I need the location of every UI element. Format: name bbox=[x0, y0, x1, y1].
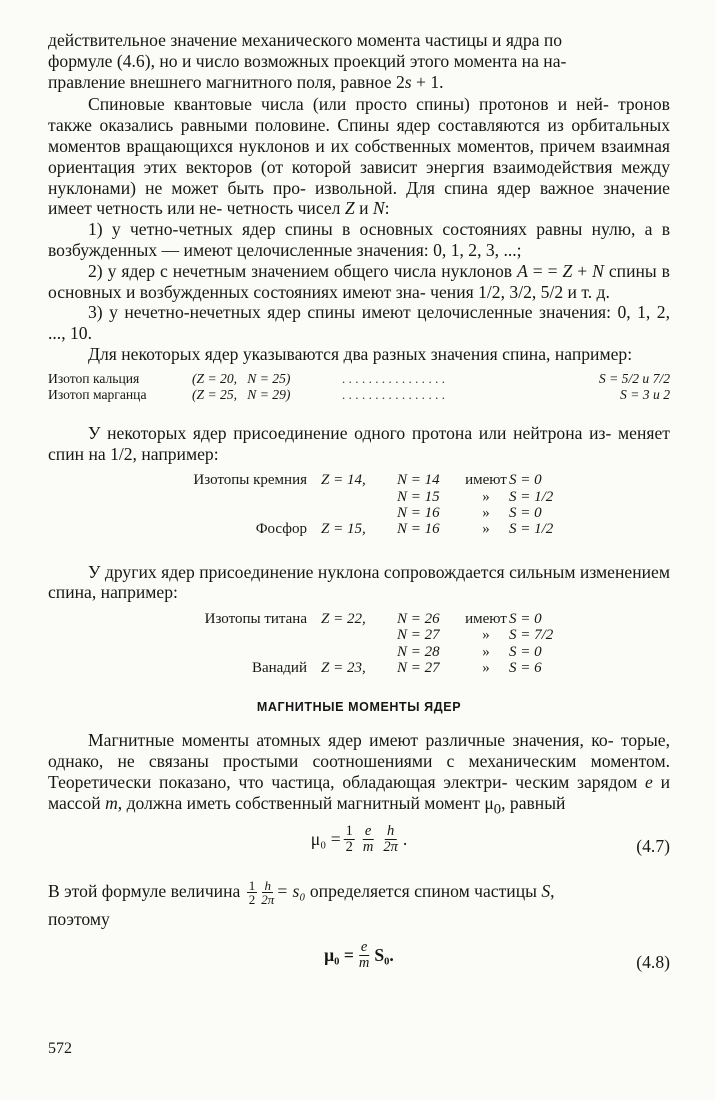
denominator: 2π bbox=[383, 839, 398, 856]
line: 1) у четно-четных ядер спины в основных состояниях равны нулю, bbox=[88, 219, 636, 240]
inline-rhs: = s₀ bbox=[276, 881, 306, 902]
line: четность чисел bbox=[226, 198, 345, 219]
line: действительное значение механического момента частицы и ядра по bbox=[48, 30, 563, 50]
s-value: S = 1/2 bbox=[509, 521, 554, 538]
paragraph-strong-change bbox=[48, 562, 670, 604]
equation-number: (4.8) bbox=[636, 952, 670, 973]
list-item-2 bbox=[48, 261, 670, 303]
s-value: S = 7/2 bbox=[509, 627, 554, 644]
denominator: m bbox=[358, 955, 370, 972]
line: У некоторых ядер присоединение одного протона или нейтрона из- bbox=[88, 422, 612, 443]
list-item-3 bbox=[48, 302, 670, 344]
line: + 1. bbox=[411, 71, 444, 92]
element-name: Изотопы кремния bbox=[193, 472, 307, 489]
n-value: N = 27 bbox=[397, 660, 440, 677]
line: Магнитные моменты атомных ядер имеют различные значения, ко- bbox=[88, 730, 614, 751]
line: Спиновые квантовые числа (или просто спины) протонов и ней- bbox=[88, 94, 609, 115]
element-name bbox=[163, 505, 321, 521]
leader-dots: ................ bbox=[342, 370, 449, 386]
formula-end: . bbox=[402, 829, 408, 850]
formula-4-7 bbox=[48, 820, 670, 872]
text: , bbox=[550, 881, 555, 902]
s-value: S = 0 bbox=[509, 472, 542, 489]
fraction bbox=[357, 940, 371, 971]
formula-body bbox=[324, 940, 394, 971]
z-value: Z = 14, bbox=[321, 472, 366, 489]
page-number: 572 bbox=[48, 1040, 72, 1057]
verb: » bbox=[482, 504, 490, 521]
denominator: 2π bbox=[261, 892, 275, 908]
paragraph-spins bbox=[48, 94, 670, 219]
text: = bbox=[547, 260, 563, 281]
inline-fraction bbox=[247, 879, 258, 906]
formula-4-8 bbox=[48, 936, 670, 988]
s-value: S = 6 bbox=[509, 660, 542, 677]
numerator: 1 bbox=[345, 823, 353, 840]
table-row bbox=[163, 660, 553, 676]
line: поэтому bbox=[48, 909, 110, 930]
paragraph-formula-ref bbox=[48, 878, 670, 932]
paragraph-two-values bbox=[48, 344, 670, 365]
verb: » bbox=[482, 643, 490, 660]
s-value: S = 1/2 bbox=[509, 488, 554, 505]
line: зависит энергия взаимодействия между нуклонами) не может быть про- bbox=[48, 156, 670, 198]
table-row bbox=[163, 627, 553, 643]
text: определяется спином частицы bbox=[305, 881, 542, 902]
isotope-row-calcium bbox=[48, 371, 670, 387]
fraction bbox=[361, 824, 375, 855]
line: формуле (4.6), но и число возможных проекций этого момента на на- bbox=[48, 50, 567, 71]
line: Для некоторых ядер указываются два разных значения спина, bbox=[88, 343, 551, 364]
var-e: e bbox=[644, 771, 653, 792]
fraction bbox=[381, 824, 400, 855]
element-name bbox=[163, 627, 321, 643]
numerator: h bbox=[386, 823, 395, 840]
numerator: e bbox=[360, 939, 368, 956]
spin-value: S = 5/2 и 7/2 bbox=[598, 370, 670, 386]
var-n: N bbox=[592, 260, 604, 281]
element-name bbox=[163, 644, 321, 660]
line: из орбитальных моментов вращающихся нуклонов и их собственных bbox=[48, 115, 670, 156]
var-s: s bbox=[404, 71, 412, 92]
table-row bbox=[163, 521, 553, 537]
line: изменением спина, например: bbox=[48, 561, 670, 603]
n-value: N = 16 bbox=[397, 504, 440, 521]
formula-lhs: μ₀ = bbox=[310, 829, 341, 850]
n-value: N = 15 bbox=[397, 488, 440, 505]
line: чения 1/2, 3/2, 5/2 и т. д. bbox=[430, 281, 610, 302]
element-name: Фосфор bbox=[255, 521, 307, 538]
denominator: 2 bbox=[345, 839, 353, 856]
text: , должна иметь собственный магнитный bbox=[117, 792, 420, 813]
page-body bbox=[48, 30, 670, 988]
line: моментом. Теоретически показано, что частица, обладающая электри- bbox=[48, 751, 671, 792]
denominator: m bbox=[362, 839, 374, 856]
line: тронов также оказались равными половине. Спины ядер составляются bbox=[48, 94, 670, 136]
isotope-label: Изотоп кальция bbox=[48, 370, 140, 386]
line: а в возбужденных — имеют целочисленные значения: 0, 1, 2, 3, ...; bbox=[48, 219, 671, 260]
table-row bbox=[163, 505, 553, 521]
line: правление внешнего магнитного поля, равное 2 bbox=[48, 71, 405, 92]
isotope-row-manganese bbox=[48, 387, 670, 403]
z-value bbox=[321, 489, 397, 505]
element-name bbox=[163, 489, 321, 505]
paragraph-magnetic bbox=[48, 730, 670, 820]
formula-rhs: S₀. bbox=[374, 945, 394, 966]
paragraph-continuation bbox=[48, 30, 670, 92]
list-item-1 bbox=[48, 219, 670, 261]
s-value: S = 0 bbox=[509, 643, 542, 660]
formula-body bbox=[311, 824, 408, 855]
paragraph-one-nucleon bbox=[48, 423, 670, 465]
text: ческим зарядом bbox=[515, 771, 645, 792]
n-value: N = 25) bbox=[247, 370, 291, 386]
text: : bbox=[384, 198, 390, 219]
section-heading: МАГНИТНЫЕ МОМЕНТЫ ЯДЕР bbox=[256, 700, 462, 715]
z-value: Z = 15, bbox=[321, 521, 366, 538]
s-value: S = 0 bbox=[509, 504, 542, 521]
numerator: 1 bbox=[248, 878, 256, 894]
isotope-spin-list bbox=[48, 371, 670, 403]
var-z: Z bbox=[344, 198, 355, 219]
z-value bbox=[321, 627, 397, 643]
inline-fraction bbox=[261, 879, 274, 906]
n-value: N = 29) bbox=[247, 386, 291, 402]
table-row bbox=[163, 611, 553, 627]
denominator: 2 bbox=[248, 892, 256, 908]
spin-value: S = 3 и 2 bbox=[620, 386, 670, 402]
s-value: S = 0 bbox=[509, 611, 542, 628]
silicon-table bbox=[163, 472, 553, 537]
isotope-zn bbox=[192, 387, 342, 403]
n-value: N = 26 bbox=[397, 611, 440, 628]
verb: » bbox=[482, 488, 490, 505]
var-n: N bbox=[372, 198, 385, 219]
element-name: Изотопы титана bbox=[204, 611, 307, 628]
var-m: m bbox=[105, 792, 118, 813]
text: спины в основных и возбужденных состояниях имеют зна- bbox=[48, 260, 670, 302]
n-value: N = 14 bbox=[397, 472, 440, 489]
equation-number: (4.7) bbox=[636, 836, 670, 857]
verb: » bbox=[482, 660, 490, 677]
line: У других ядер присоединение нуклона сопровождается сильным bbox=[88, 561, 576, 582]
verb: » bbox=[482, 627, 490, 644]
numerator: h bbox=[264, 878, 271, 894]
text: момент μ bbox=[424, 792, 494, 813]
n-value: N = 16 bbox=[397, 521, 440, 538]
leader-dots: ................ bbox=[342, 386, 449, 402]
text: , равный bbox=[501, 792, 566, 813]
var-z: Z bbox=[562, 260, 573, 281]
z-value: (Z = 25, bbox=[192, 386, 238, 402]
line: моментов, причем взаимная ориентация этих векторов (от которой bbox=[48, 135, 671, 177]
subscript: 0 bbox=[493, 801, 502, 818]
var-s: S bbox=[541, 881, 551, 902]
line: 0, 1, 2, ..., 10. bbox=[48, 302, 670, 344]
isotope-label: Изотоп марганца bbox=[48, 386, 147, 402]
text: и массой bbox=[48, 771, 670, 813]
numerator: e bbox=[364, 823, 372, 840]
line: меняет спин на 1/2, например: bbox=[48, 422, 670, 464]
z-value: Z = 22, bbox=[321, 611, 366, 628]
n-value: N = 27 bbox=[397, 627, 440, 644]
isotope-zn bbox=[192, 371, 342, 387]
verb: имеют bbox=[465, 472, 507, 489]
table-row bbox=[163, 472, 553, 488]
z-value: Z = 23, bbox=[321, 660, 366, 677]
text: + bbox=[572, 260, 593, 281]
text: В этой формуле величина bbox=[48, 881, 245, 902]
verb: » bbox=[482, 521, 490, 538]
element-name: Ванадий bbox=[251, 660, 307, 677]
z-value: (Z = 20, bbox=[192, 370, 238, 386]
table-row bbox=[163, 489, 553, 505]
text: = bbox=[527, 260, 543, 281]
line: например: bbox=[554, 343, 633, 364]
z-value bbox=[321, 505, 397, 521]
z-value bbox=[321, 644, 397, 660]
line: 3) у нечетно-нечетных ядер спины имеют целочисленные значения: bbox=[88, 302, 611, 323]
line: торые, однако, не связаны простыми соотношениями с механическим bbox=[48, 730, 670, 772]
formula-lhs: μ₀ = bbox=[324, 945, 354, 966]
text: и bbox=[354, 198, 373, 219]
verb: имеют bbox=[465, 611, 507, 628]
titanium-table bbox=[163, 611, 553, 676]
n-value: N = 28 bbox=[397, 643, 440, 660]
line: извольной. Для спина ядер важное значение имеет четность или не- bbox=[48, 177, 670, 219]
line: 2) у ядер с нечетным значением общего числа нуклонов bbox=[88, 260, 518, 281]
var-a: A bbox=[517, 260, 528, 281]
table-row bbox=[163, 644, 553, 660]
fraction bbox=[344, 824, 355, 855]
